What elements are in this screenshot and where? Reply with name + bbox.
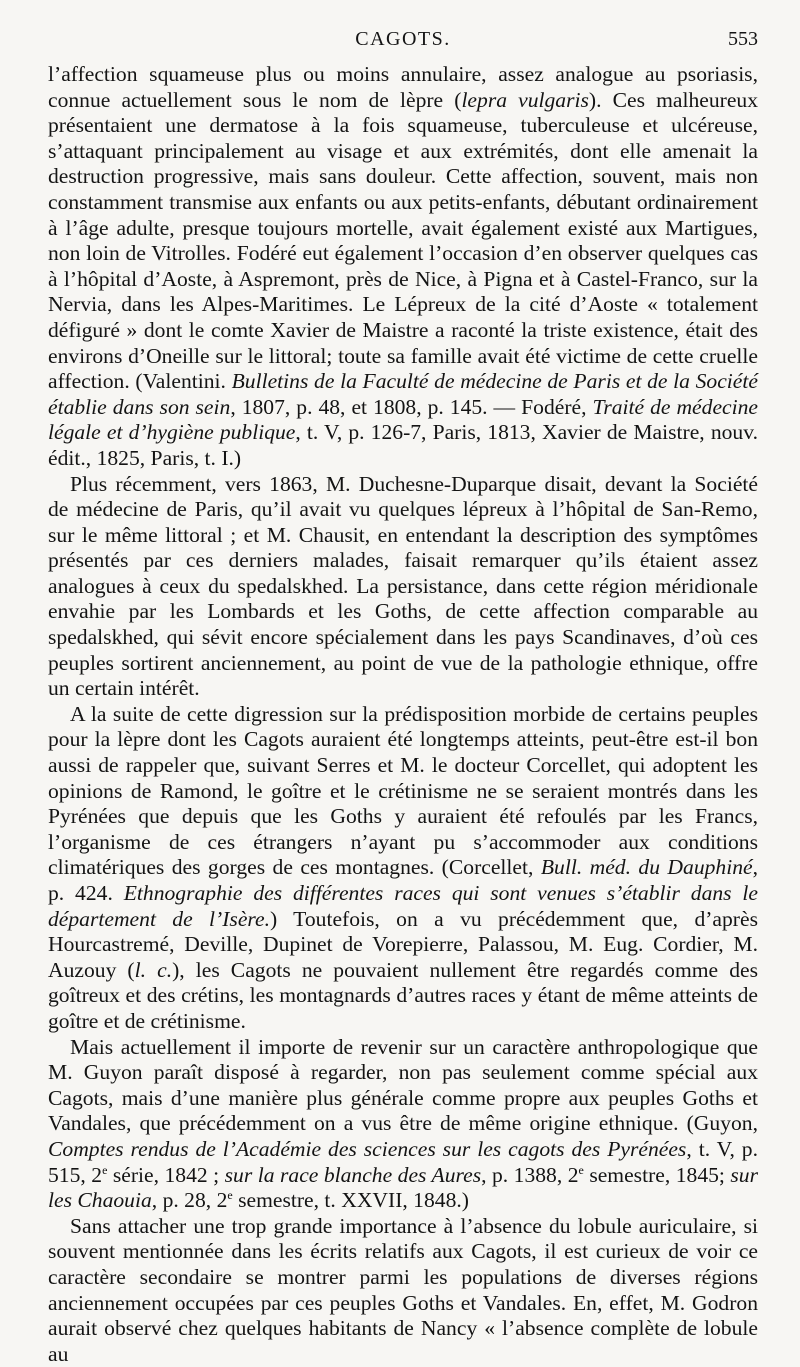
- superscript: e: [227, 1187, 233, 1202]
- italic-citation: Ethnographie des différentes races qui sont venues s’établir dans le département de l’Isère.: [48, 881, 759, 931]
- text-run: , p. 424.: [48, 855, 758, 905]
- italic-citation: Comptes rendus de l’Académie des sciences sur les cagots des Pyrénées: [48, 1136, 687, 1161]
- italic-citation: Bulletins de la Faculté de médecine de Paris et de la Société établie dans son sein: [48, 369, 758, 419]
- paragraph-4: [48, 1035, 758, 1214]
- text-run: série, 1842 ;: [107, 1162, 225, 1187]
- paragraph-1: [48, 62, 758, 472]
- superscript: e: [102, 1162, 108, 1177]
- running-title: CAGOTS.: [355, 28, 451, 50]
- italic-citation: Bull. méd. du Dauphiné: [540, 855, 753, 880]
- text-run: , p. 1388, 2: [481, 1162, 579, 1187]
- text-run: A la suite de cette digression sur la prédisposition morbide de certains peuples pour la lèpre dont les Cagots auraient été longtemps atteints, peut-être est-il bon aussi de rappeler que, suivant Serres et M. le docteur Corcellet, qui adoptent les opinions de Ramond, le goître et le crétinisme ne se seraient montrés dans les Pyrénées que depuis que les Goths y auraient été refoulés par les Francs, l’organisme de ces étrangers n’ayant pu s’accommoder aux conditions climatériques des gorges de ces montagnes. (Corcellet,: [48, 701, 758, 880]
- text-run: semestre, t. XXVII, 1848.): [232, 1188, 469, 1213]
- text-run: , t. V, p. 515, 2: [48, 1136, 758, 1187]
- text-run: ). Ces malheureux présentaient une dermatose à la fois squameuse, tuberculeuse et ulcéreuse, s’attaquant principalement au visage et aux extrémités, dont elle amenait la destruction progressive, mais sans douleur. Cette affection, souvent, mais non constamment transmise aux enfants ou aux petits-enfants, débutant ordinairement à l’âge adulte, presque toujours mortelle, avait également existé aux Martigues, non loin de Vitrolles. Fodéré eut également l’occasion d’en observer quelques cas à l’hôpital d’Aoste, à Aspremont, près de Nice, à Pigna et à Castel-Franco, sur la Nervia, dans les Alpes-Maritimes. Le Lépreux de la cité d’Aoste « totalement défiguré » dont le comte Xavier de Maistre a raconté la triste existence, était des environs d’Oneille sur le littoral; toute sa famille avait été victime de cette cruelle affection. (Valentini.: [48, 87, 759, 394]
- paragraph-5: [48, 1214, 758, 1367]
- italic-citation: l. c.: [134, 957, 173, 982]
- text-run: Plus récemment, vers 1863, M. Duchesne-Duparque disait, devant la Société de médecine de Paris, qu’il avait vu quelques lépreux à l’hôpital de San-Remo, sur le même littoral ; et M. Chausit, en entendant la description des symptômes présentés par ces derniers malades, faisait remarquer qu’ils étaient assez analogues à ceux du spedalskhed. La persistance, dans cette région méridionale envahie par les Lombards et les Goths, de cette affection comparable au spedalskhed, qui sévit encore spécialement dans les pays Scandinaves, d’où ces peuples sortirent anciennement, au point de vue de la pathologie ethnique, offre un certain intérêt.: [48, 471, 758, 701]
- text-run: ) Toutefois, on a vu précédemment que, d’après Hourcastremé, Deville, Dupinet de Vorepierre, Palassou, M. Eug. Cordier, M. Auzouy (: [48, 906, 758, 982]
- text-run: semestre, 1845;: [583, 1162, 731, 1187]
- text-run: l’affection squameuse plus ou moins annulaire, assez analogue au psoriasis, connue actuellement sous le nom de lèpre (: [48, 62, 758, 112]
- superscript: e: [578, 1162, 584, 1177]
- text-run: , p. 28, 2: [151, 1188, 228, 1213]
- text-run: , 1807, p. 48, et 1808, p. 145. — Fodéré,: [230, 394, 593, 419]
- italic-citation: Traité de médecine légale et d’hygiène publique: [48, 394, 758, 445]
- page-number: 553: [728, 28, 758, 50]
- paragraph-3: [48, 702, 758, 1035]
- text-run: Mais actuellement il importe de revenir sur un caractère anthropologique que M. Guyon paraît disposé à regarder, non pas seulement comme spécial aux Cagots, mais d’une manière plus générale comme propre aux peuples Goths et Vandales, que précédemment on a vus être de même origine ethnique. (Guyon,: [48, 1034, 758, 1136]
- italic-citation: sur les Chaouia: [48, 1162, 759, 1213]
- body-text: [48, 62, 758, 1367]
- text-run: ), les Cagots ne pouvaient nullement être regardés comme des goîtreux et des crétins, les montagnards d’autres races y étant de même atteints de goître et de crétinisme.: [48, 957, 758, 1033]
- text-run: , t. V, p. 126-7, Paris, 1813, Xavier de Maistre, nouv. édit., 1825, Paris, t. I.): [48, 420, 758, 470]
- paragraph-2: [48, 472, 758, 702]
- italic-citation: sur la race blanche des Aures: [224, 1162, 482, 1187]
- text-run: Sans attacher une trop grande importance à l’absence du lobule auriculaire, si souvent mentionnée dans les écrits relatifs aux Cagots, il est curieux de voir ce caractère secondaire se montrer parmi les populations de diverses régions anciennement occupées par ces peuples Goths et Vandales. En, effet, M. Godron aurait observé chez quelques habitants de Nancy « l’absence complète de lobule au: [48, 1213, 758, 1366]
- italic-citation: lepra vulgaris: [461, 87, 589, 112]
- page-header: [48, 28, 758, 62]
